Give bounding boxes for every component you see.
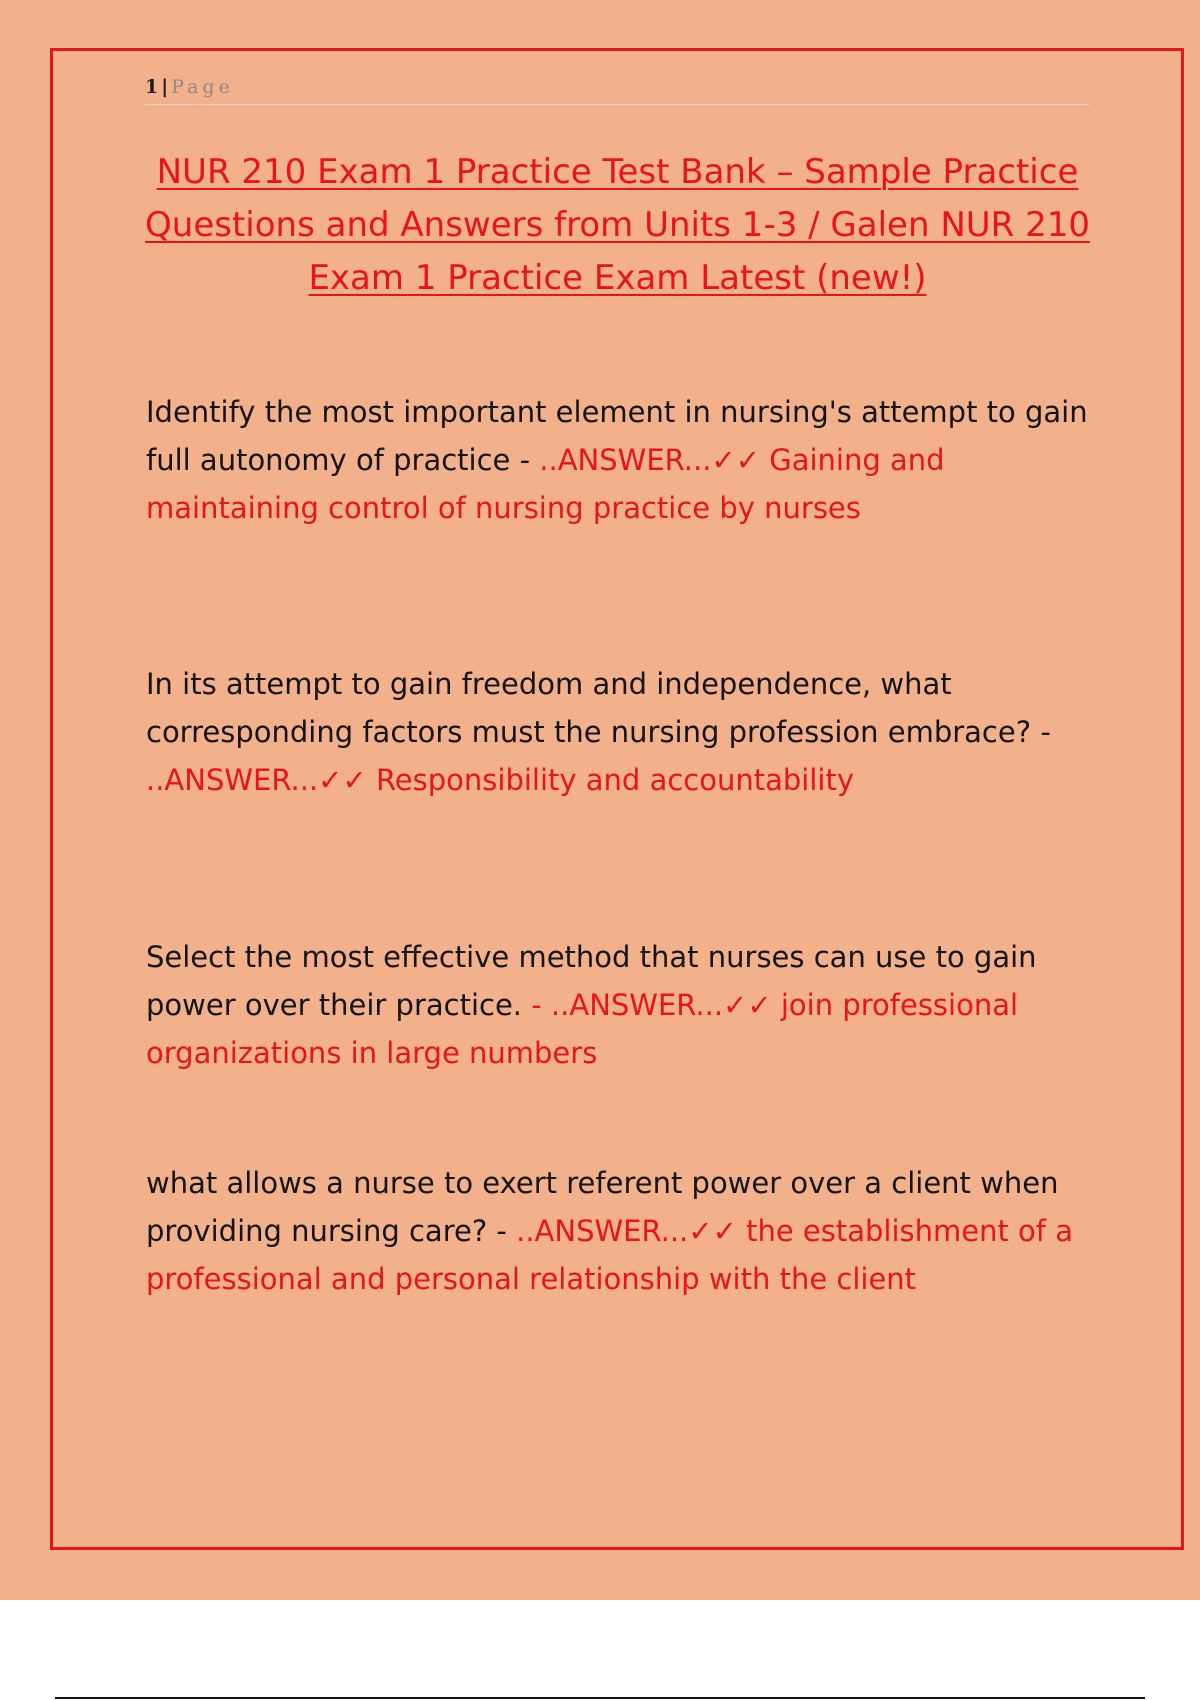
page-label: Page <box>171 76 234 98</box>
next-page-divider <box>55 1697 1145 1699</box>
page-number: 1 <box>145 76 159 98</box>
answer-text: ..ANSWER...✓✓ the establishment of a professional and personal relationship with the client <box>146 1214 1074 1296</box>
answer-text: ..ANSWER...✓✓ Responsibility and accountability <box>146 763 854 797</box>
question-text: what allows a nurse to exert referent power over a client when providing nursing care? - <box>146 1166 1059 1248</box>
qa-item <box>146 933 1096 1077</box>
question-text: In its attempt to gain freedom and independence, what corresponding factors must the nursing profession embrace? - <box>146 667 1051 749</box>
document-title: NUR 210 Exam 1 Practice Test Bank – Sample Practice Questions and Answers from Units 1-3 / Galen NUR 210 Exam 1 Practice Exam Latest (new!) <box>145 152 1090 298</box>
question-text: Identify the most important element in nursing's attempt to gain full autonomy of practice - <box>146 395 1088 477</box>
page-header <box>145 74 1090 105</box>
answer-text: - ..ANSWER...✓✓ join professional organizations in large numbers <box>146 988 1019 1070</box>
qa-item <box>146 660 1096 804</box>
qa-item <box>146 1159 1096 1303</box>
answer-text: ..ANSWER...✓✓ Gaining and maintaining control of nursing practice by nurses <box>146 443 945 525</box>
qa-item <box>146 388 1096 532</box>
question-text: Select the most effective method that nurses can use to gain power over their practice. <box>146 940 1037 1022</box>
header-separator: | <box>161 76 169 98</box>
